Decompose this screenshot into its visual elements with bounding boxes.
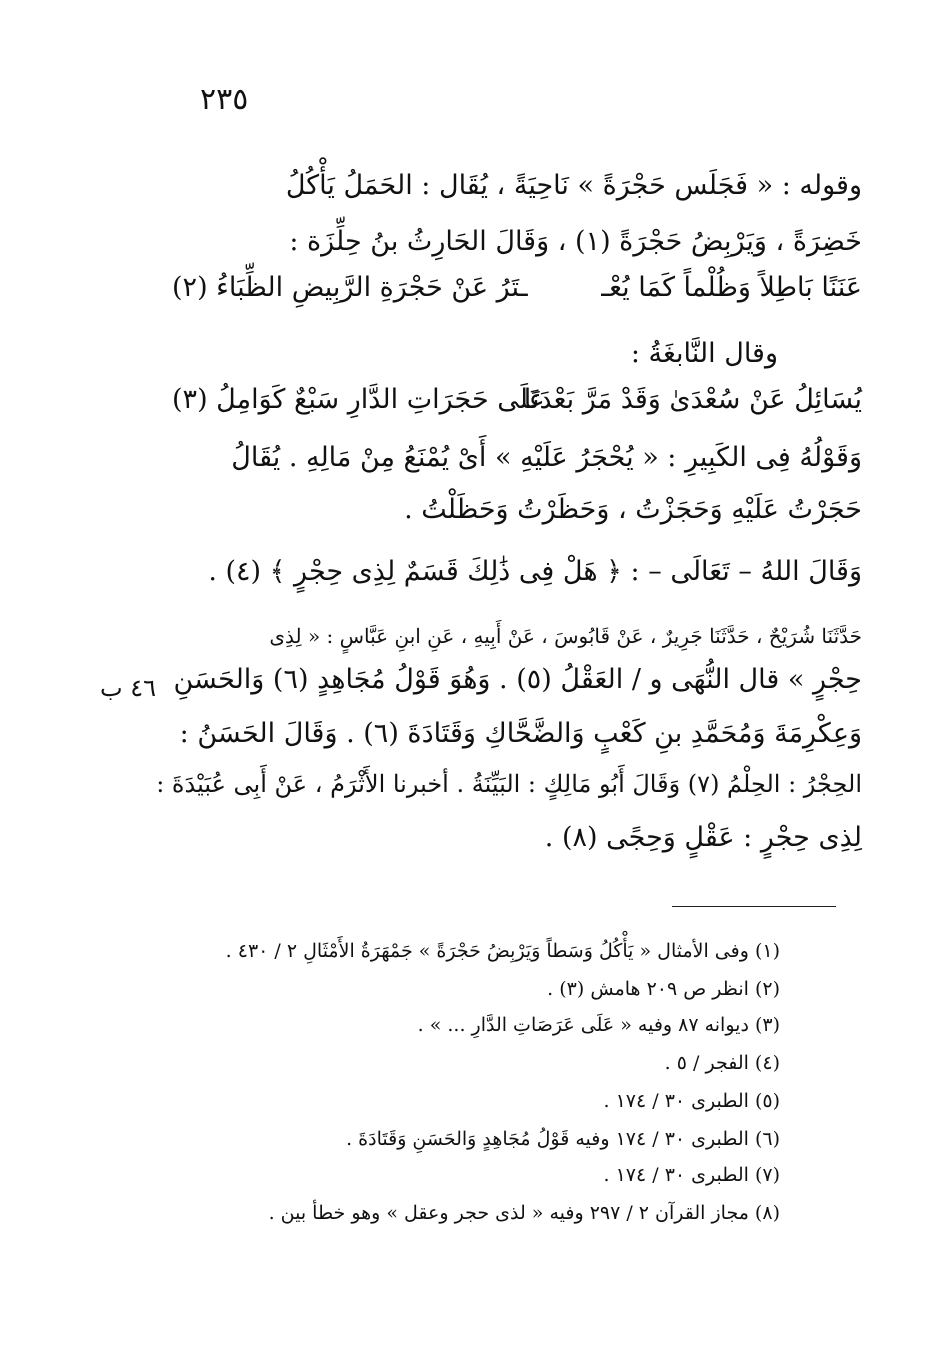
footnote: (٧) الطبرى ٣٠ / ١٧٤ . <box>603 1164 780 1186</box>
text-line: لِذِى حِجْرٍ : عَقْلٍ وَحِجًى (٨) . <box>544 822 862 853</box>
text-line: وَعِكْرِمَةَ وَمُحَمَّدِ بنِ كَعْبٍ وَالضَّحَّاكِ وَقَتَادَةَ (٦) . وَقَالَ الحَسَنُ : <box>179 718 862 749</box>
verse-hemistich-right: يُسَائِلُ عَنْ سُعْدَىٰ وَقَدْ مَرَّ بَعْدَنَا <box>523 384 862 415</box>
text-line: حِجْرٍ » قال النُّهَى و / العَقْلُ (٥) . وَهُوَ قَوْلُ مُجَاهِدٍ (٦) وَالحَسَنِ <box>173 664 862 695</box>
verse-hemistich-left: عَلَى حَجَرَاتِ الدَّارِ سَبْعٌ كَوَامِلُ (٣) <box>172 384 545 415</box>
footnote: (٢) انظر ص ٢٠٩ هامش (٣) . <box>547 978 780 1000</box>
quran-line: وَقَالَ اللهُ – تَعَالَى – : ﴿ هَلْ فِى ذَٰلِكَ قَسَمٌ لِذِى حِجْرٍ ﴾ (٤) . <box>208 556 862 587</box>
text-line: حَجَرْتُ عَلَيْهِ وَحَجَزْتُ ، وَحَظَرْتُ وَحَظَلْتُ . <box>404 494 862 525</box>
text-line: وقال النَّابغَةُ : <box>630 338 778 369</box>
footnote: (٤) الفجر / ٥ . <box>664 1052 780 1074</box>
text-line: وَقَوْلُهُ فِى الكَبِيرِ : « يُحْجَرُ عَلَيْهِ » أَىْ يُمْنَعُ مِنْ مَالِهِ . يُقَالُ <box>231 442 862 473</box>
footnote: (١) وفى الأمثال « يَأْكُلُ وَسَطاً وَيَرْبِضُ حَجْرَةً » جَمْهَرَةُ الأَمْثَالِ ٢ / ٤٣٠ . <box>225 940 780 962</box>
verse-hemistich-left: ـتَرُ عَنْ حَجْرَةِ الرَّبِيضِ الظِّبَاءُ (٢) <box>172 272 528 303</box>
text-line: وقوله : « فَجَلَس حَجْرَةً » نَاحِيَةً ، يُقَال : الحَمَلُ يَأْكُلُ <box>285 170 862 201</box>
footnote: (٦) الطبرى ٣٠ / ١٧٤ وفيه قَوْلُ مُجَاهِدٍ وَالحَسَنِ وَقَتَادَةَ . <box>346 1128 780 1150</box>
isnad-line: حَدَّثَنَا شُرَيْحٌ ، حَدَّثَنَا جَرِيرٌ ، عَنْ قَابُوسَ ، عَنْ أَبِيهِ ، عَنِ ابنِ عَبَّاسٍ : « لِذِى <box>269 624 862 648</box>
text-line: خَضِرَةً ، وَيَرْبِضُ حَجْرَةً (١) ، وَقَالَ الحَارِثُ بنُ حِلِّزَة : <box>289 226 862 257</box>
footnote-separator <box>672 906 836 907</box>
margin-folio-note: ٤٦ ب <box>100 674 157 702</box>
footnote: (٣) ديوانه ٨٧ وفيه « عَلَى عَرَصَاتِ الدَّارِ ... » . <box>417 1014 780 1036</box>
footnote: (٥) الطبرى ٣٠ / ١٧٤ . <box>603 1090 780 1112</box>
footnote: (٨) مجاز القرآن ٢ / ٢٩٧ وفيه « لذى حجر وعقل » وهو خطأ بين . <box>268 1202 780 1224</box>
page-number: ٢٣٥ <box>200 82 249 117</box>
verse-hemistich-right: عَنَنًا بَاطِلاً وَظُلْماً كَمَا يُعْـ <box>601 272 862 303</box>
text-line: الحِجْرُ : الحِلْمُ (٧) وَقَالَ أَبُو مَالِكٍ : البَيِّنَةُ . أخبرنا الأَثْرَمُ ، عَنْ أَبِى عُبَيْدَةَ : <box>156 770 862 798</box>
